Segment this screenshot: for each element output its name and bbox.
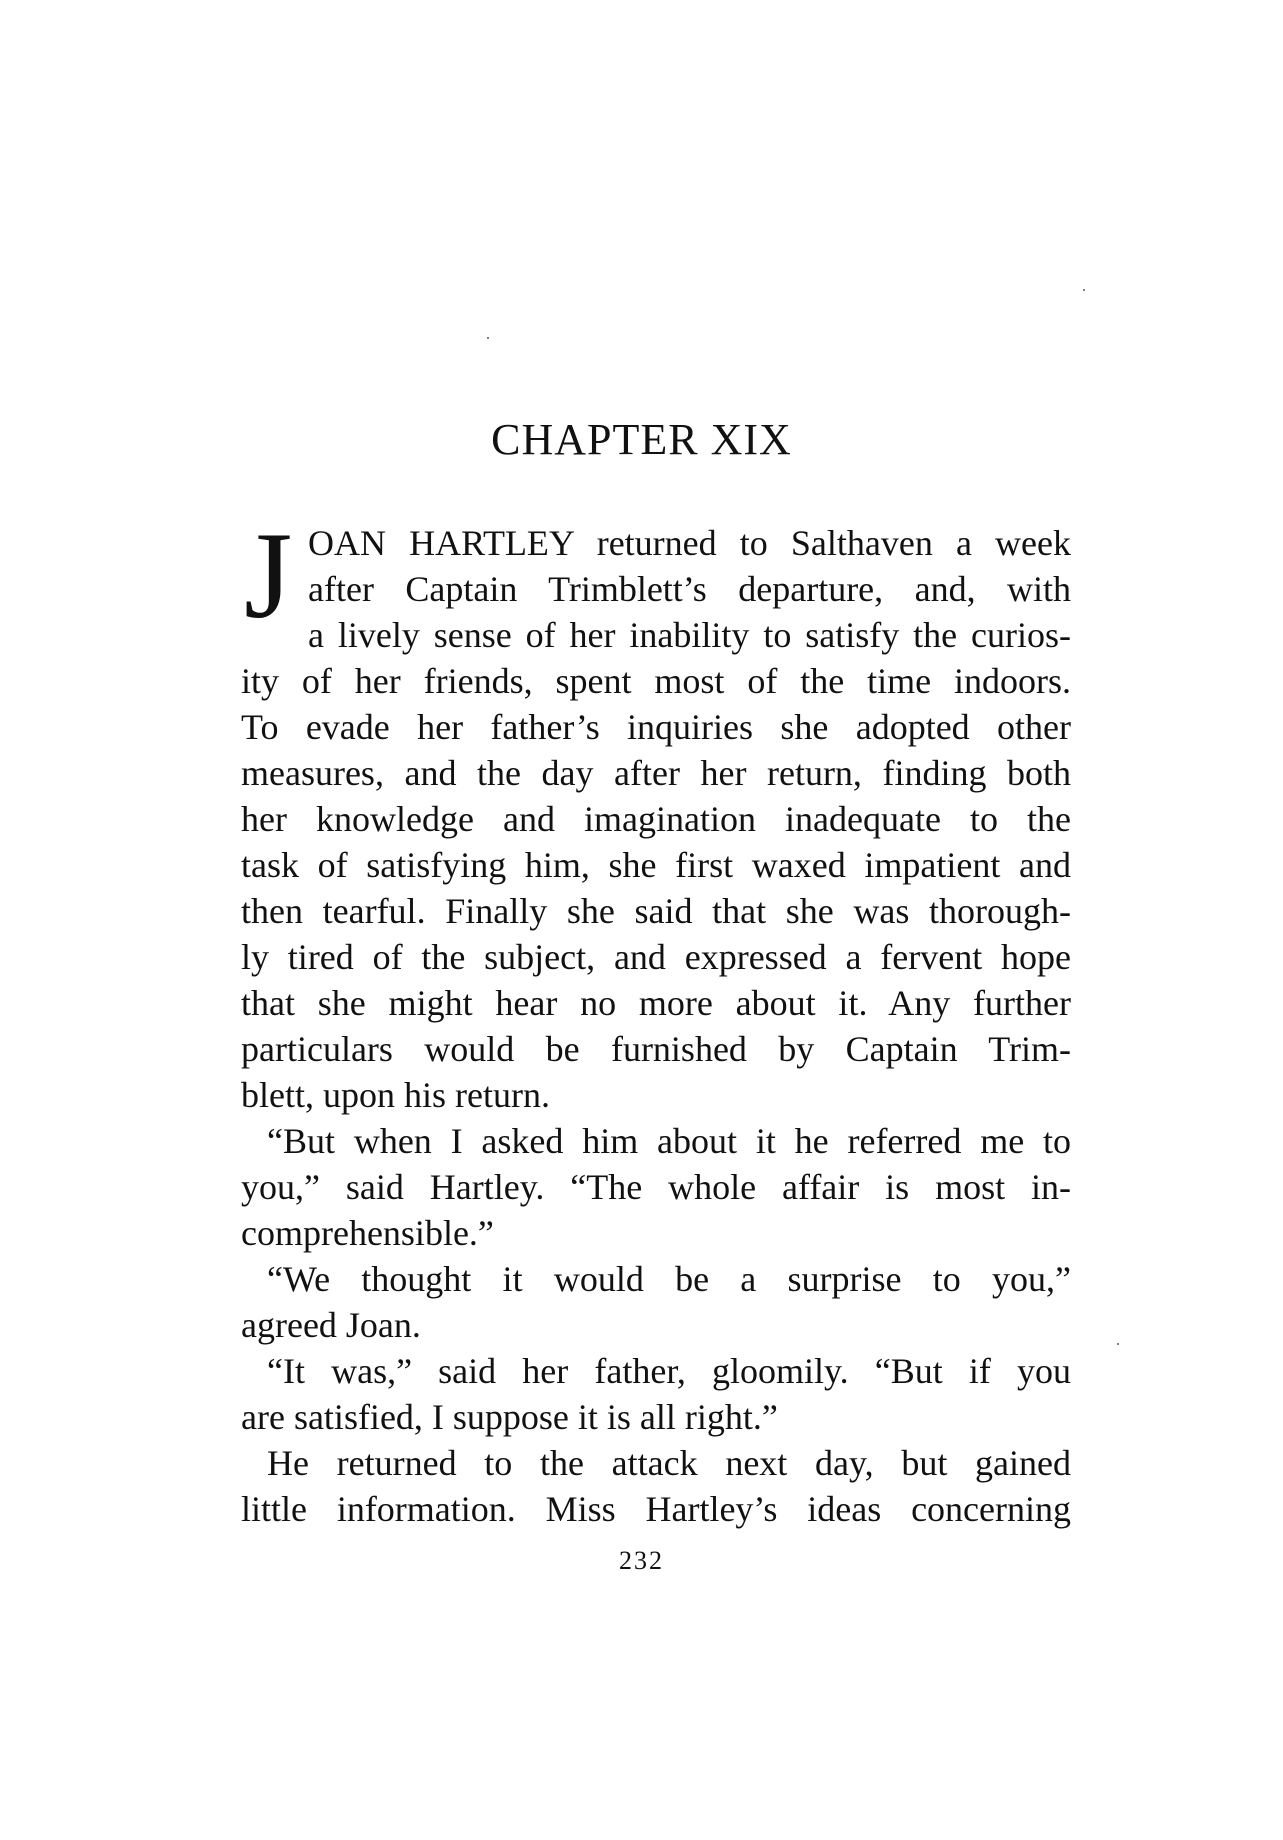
text-line: little information. Miss Hartley’s ideas concerning bbox=[241, 1489, 1071, 1529]
text-line: comprehensible.” bbox=[241, 1213, 494, 1253]
text-line: “It was,” said her father, gloomily. “But if you bbox=[267, 1351, 1071, 1391]
page-number: 232 bbox=[619, 1546, 664, 1575]
print-speck bbox=[1083, 289, 1085, 291]
text-line: then tearful. Finally she said that she was thorough- bbox=[241, 891, 1071, 931]
print-speck bbox=[1117, 1343, 1119, 1345]
text-line: He returned to the attack next day, but gained bbox=[267, 1443, 1071, 1483]
text-line: agreed Joan. bbox=[241, 1305, 421, 1345]
drop-cap: J bbox=[244, 507, 293, 644]
text-line: task of satisfying him, she first waxed impatient and bbox=[241, 845, 1071, 885]
text-line: OAN HARTLEY returned to Salthaven a week bbox=[308, 523, 1071, 563]
text-line: particulars would be furnished by Captain Trim- bbox=[241, 1029, 1071, 1069]
chapter-title: CHAPTER XIX bbox=[491, 415, 792, 464]
text-line: ly tired of the subject, and expressed a fervent hope bbox=[241, 937, 1071, 977]
text-line: “But when I asked him about it he referred me to bbox=[267, 1121, 1071, 1161]
print-speck bbox=[487, 337, 489, 339]
text-line: “We thought it would be a surprise to you,” bbox=[267, 1259, 1071, 1299]
text-line: that she might hear no more about it. Any further bbox=[241, 983, 1071, 1023]
text-line: measures, and the day after her return, finding both bbox=[241, 753, 1071, 793]
text-line: blett, upon his return. bbox=[241, 1075, 550, 1115]
text-line: you,” said Hartley. “The whole affair is most in- bbox=[241, 1167, 1071, 1207]
text-line: To evade her father’s inquiries she adopted other bbox=[241, 707, 1071, 747]
text-line: her knowledge and imagination inadequate to the bbox=[241, 799, 1071, 839]
text-line: after Captain Trimblett’s departure, and, with bbox=[308, 569, 1071, 609]
text-line: ity of her friends, spent most of the time indoors. bbox=[241, 661, 1071, 701]
text-line: are satisfied, I suppose it is all right.” bbox=[241, 1397, 778, 1437]
text-line: a lively sense of her inability to satisfy the curios- bbox=[308, 615, 1071, 655]
